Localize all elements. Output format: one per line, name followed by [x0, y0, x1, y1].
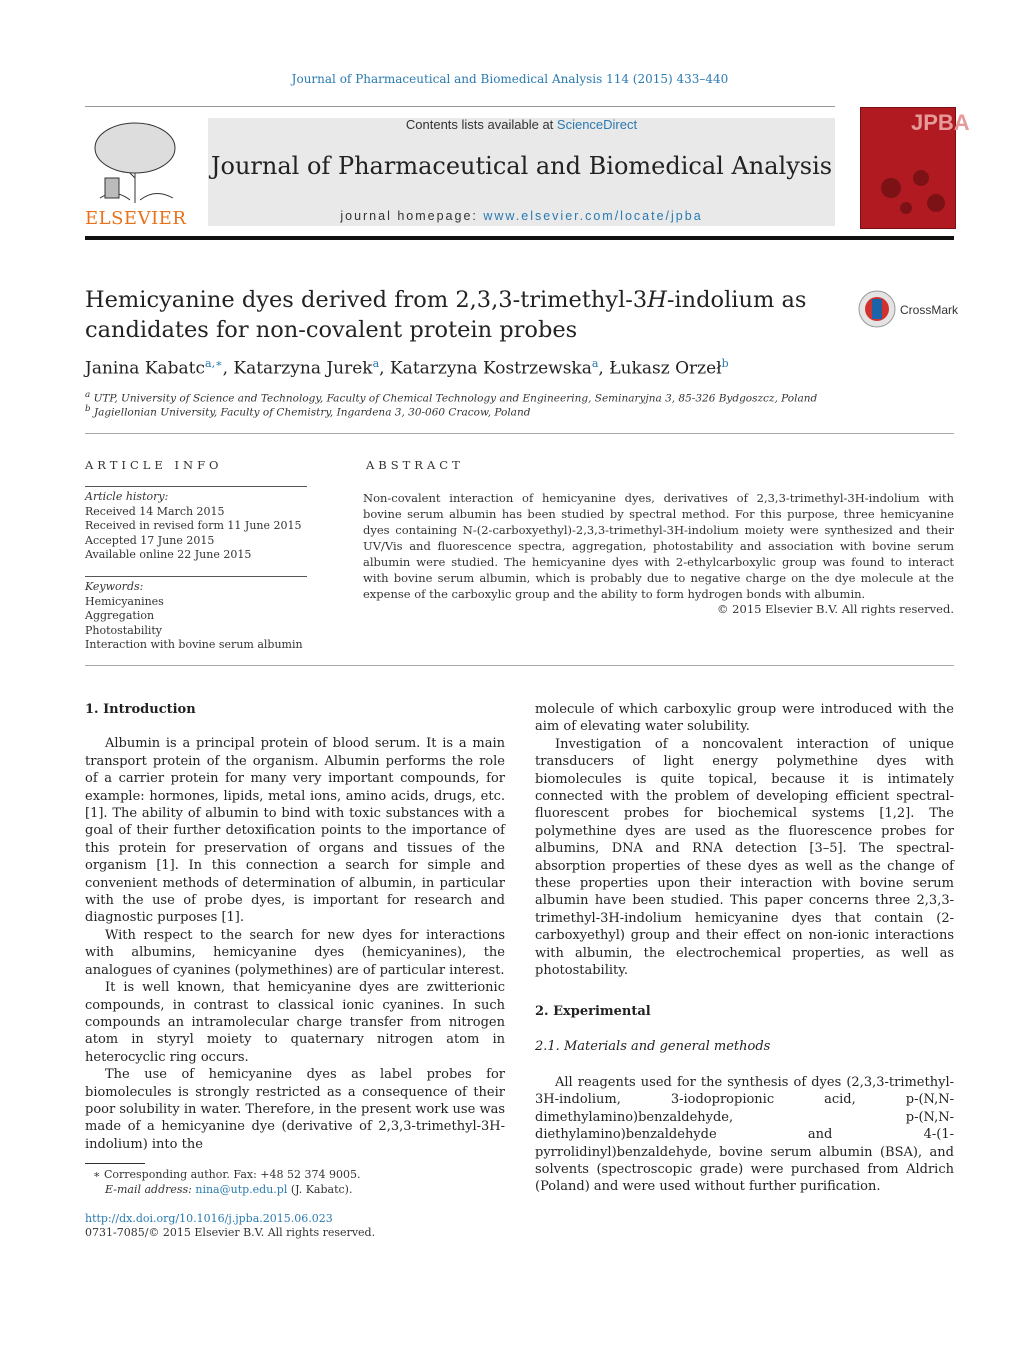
author-name: Janina Kabatc: [85, 358, 206, 379]
contents-prefix: Contents lists available at: [405, 117, 557, 132]
section-divider: [85, 433, 954, 434]
abstract-heading: ABSTRACT: [366, 458, 464, 472]
author-sup[interactable]: b: [721, 357, 729, 370]
keyword: Photostability: [85, 623, 163, 637]
keyword: Interaction with bovine serum albumin: [85, 638, 303, 651]
title-line-2: candidates for non-covalent protein probes: [85, 317, 578, 343]
history-item: Received in revised form 11 June 2015: [85, 519, 302, 532]
author-sup[interactable]: a: [372, 357, 380, 370]
info-rule: [85, 576, 307, 577]
contents-line: [208, 117, 835, 132]
info-rule: [85, 486, 307, 487]
journal-cover-image: [860, 107, 970, 229]
homepage-prefix: journal homepage:: [340, 209, 484, 223]
body-paragraph: molecule of which carboxylic group were introduced with the aim of elevating water solubility.: [535, 702, 954, 735]
header-thick-rule: [85, 236, 954, 240]
history-item: Available online 22 June 2015: [85, 548, 252, 561]
section-heading-experimental: 2. Experimental: [535, 1004, 651, 1019]
cover-pattern: [861, 108, 955, 228]
header-divider: [85, 106, 835, 107]
article-info-heading: ARTICLE INFO: [85, 458, 223, 472]
keywords-label: Keywords:: [85, 580, 144, 593]
section-divider: [85, 665, 954, 666]
author-sup[interactable]: a,∗: [205, 357, 223, 370]
abstract-copyright: © 2015 Elsevier B.V. All rights reserved.: [717, 602, 954, 616]
cover-title: JPBA: [911, 110, 970, 135]
keywords: [85, 580, 307, 653]
journal-citation[interactable]: Journal of Pharmaceutical and Biomedical Analysis 114 (2015) 433–440: [291, 72, 729, 86]
crossmark-label: CrossMark: [900, 303, 959, 317]
section-heading-introduction: 1. Introduction: [85, 702, 196, 717]
email-link[interactable]: nina@utp.edu.pl: [195, 1183, 288, 1196]
author-sup[interactable]: a: [591, 357, 599, 370]
affiliation: [85, 390, 954, 405]
doi-text[interactable]: http://dx.doi.org/10.1016/j.jpba.2015.06.023: [85, 1212, 333, 1225]
issn-line: 0731-7085/© 2015 Elsevier B.V. All rights reserved.: [85, 1226, 376, 1239]
body-right-column-2: [535, 1074, 954, 1196]
email-footnote: [105, 1182, 525, 1197]
affiliation-text: UTP, University of Science and Technology, Faculty of Chemical Technology and Engineering, Seminaryjna 3, 85-326 Bydgoszcz, Poland: [93, 392, 818, 405]
sciencedirect-link[interactable]: ScienceDirect: [556, 117, 638, 132]
doi-link[interactable]: [85, 1211, 505, 1226]
author-list: Janina Kabatc$^{a,∗}$, Katarzyna Jurek$^a$, Katarzyna Kostrzewska$^a$, Łukasz Orzeł$^b$: [85, 357, 729, 379]
keyword: Aggregation: [85, 609, 155, 622]
article-title: [85, 285, 845, 345]
email-suffix: (J. Kabatc).: [287, 1183, 353, 1196]
title-part: Hemicyanine dyes derived from 2,3,3-trimethyl-3: [85, 287, 648, 313]
subsection-heading-materials: 2.1. Materials and general methods: [535, 1039, 771, 1054]
body-right-column: [535, 701, 954, 980]
history-item: Received 14 March 2015: [85, 504, 225, 518]
body-left-column: [85, 701, 505, 1153]
title-italic-h: H: [647, 287, 667, 313]
body-paragraph: All reagents used for the synthesis of dyes (2,3,3-trimethyl-3H-indolium, 3-iodopropionic acid, p-(N,N-dimethylamino)benzaldehyde, p-(N,N-diethylamino)benzaldehyde and 4-(1-pyrrolidinyl)benzaldehyde, bovine serum albumin (BSA), and solvents (spectroscopic grade) were purchased from Aldrich (Poland) and were used without further purification.: [535, 1075, 954, 1195]
journal-homepage: [208, 209, 835, 223]
body-paragraph: Albumin is a principal protein of blood serum. It is a main transport protein of the organism. Albumin performs the role of a carrier protein for many very important compounds, for example: hormones, lipids, metal ions, amino acids, drugs, etc. [1]. The ability of albumin to bind with toxic substances with a goal of their further detoxification points to the importance of this protein for preservation of organs and tissues of the organism [1]. In this connection a search for simple and convenient methods of determination of albumin, in particular with the use of probe dyes, is important for research and diagnostic purposes [1].: [85, 736, 505, 926]
affiliation-text: Jagiellonian University, Faculty of Chemistry, Ingardena 3, 30-060 Cracow, Poland: [93, 406, 531, 419]
article-history: [85, 490, 307, 563]
crossmark-icon: [858, 290, 896, 328]
history-item: Accepted 17 June 2015: [85, 533, 215, 547]
affiliation-sup: b: [85, 404, 91, 414]
author-name: Łukasz Orzeł: [609, 358, 722, 379]
journal-title: Journal of Pharmaceutical and Biomedical Analysis: [210, 152, 833, 180]
crossmark-badge[interactable]: [858, 290, 958, 330]
keyword: Hemicyanines: [85, 594, 164, 608]
title-part: -indolium as: [666, 287, 807, 313]
abstract-text: Non-covalent interaction of hemicyanine dyes, derivatives of 2,3,3-trimethyl-3H-indolium with bovine serum albumin has been studied by spectral method. For this purpose, three hemicyanine dyes containing N-(2-carboxyethyl)-2,3,3-trimethyl-3H-indolium moiety were synthesized and their UV/Vis and fluorescence spectra, aggregation, photostability and association with bovine serum albumin were studied. The hemicyanine dyes with 2-ethylcarboxylic group was found to interact with bovine serum albumin, which is probably due to negative charge on the dye molecule at the expense of the carboxylic group and the ability to form hydrogen bonds with albumin.: [363, 491, 954, 601]
homepage-link[interactable]: www.elsevier.com/locate/jpba: [483, 209, 703, 223]
email-label: E-mail address:: [105, 1183, 196, 1196]
author-name: Katarzyna Jurek: [233, 358, 373, 379]
affiliation: [85, 404, 954, 419]
body-paragraph: Investigation of a noncovalent interaction of unique transducers of light energy polymethine dyes with biomolecules is quite topical, because it is intimately connected with the problem of developing efficient spectral-fluorescent probes for biochemical systems [1,2]. The polymethine dyes are used as the fluorescence probes for albumins, DNA and RNA detection [3–5]. The spectral-absorption properties of these dyes as well as the change of these properties upon their interaction with bovine serum albumin have been studied. This paper concerns three 2,3,3-trimethyl-3H-indolium hemicyanine dyes that contain (2-carboxyethyl) group and their effect on non-ionic interactions with albumin, the electrochemical properties, as well as photostability.: [535, 736, 954, 979]
footnote-rule: [85, 1163, 145, 1164]
affiliation-sup: a: [85, 390, 91, 400]
history-label: Article history:: [85, 490, 169, 503]
author-name: Katarzyna Kostrzewska: [389, 358, 592, 379]
body-paragraph: The use of hemicyanine dyes as label probes for biomolecules is strongly restricted as a consequence of their poor solubility in water. Therefore, in the present work use was made of a hemicyanine dye (derivative of 2,3,3-trimethyl-3H-indolium) into the: [85, 1067, 505, 1152]
corresponding-footnote: ∗ Corresponding author. Fax: +48 52 374 9005.: [93, 1168, 361, 1181]
publisher-name: ELSEVIER: [85, 208, 187, 229]
body-paragraph: It is well known, that hemicyanine dyes are zwitterionic compounds, in contrast to classical ionic cyanines. In such compounds an intramolecular charge transfer from nitrogen atom in styryl moiety to quaternary nitrogen atom in heterocyclic ring occurs.: [85, 980, 505, 1065]
body-paragraph: With respect to the search for new dyes for interactions with albumins, hemicyanine dyes (hemicyanines), the analogues of cyanines (polymethines) are of particular interest.: [85, 927, 505, 978]
